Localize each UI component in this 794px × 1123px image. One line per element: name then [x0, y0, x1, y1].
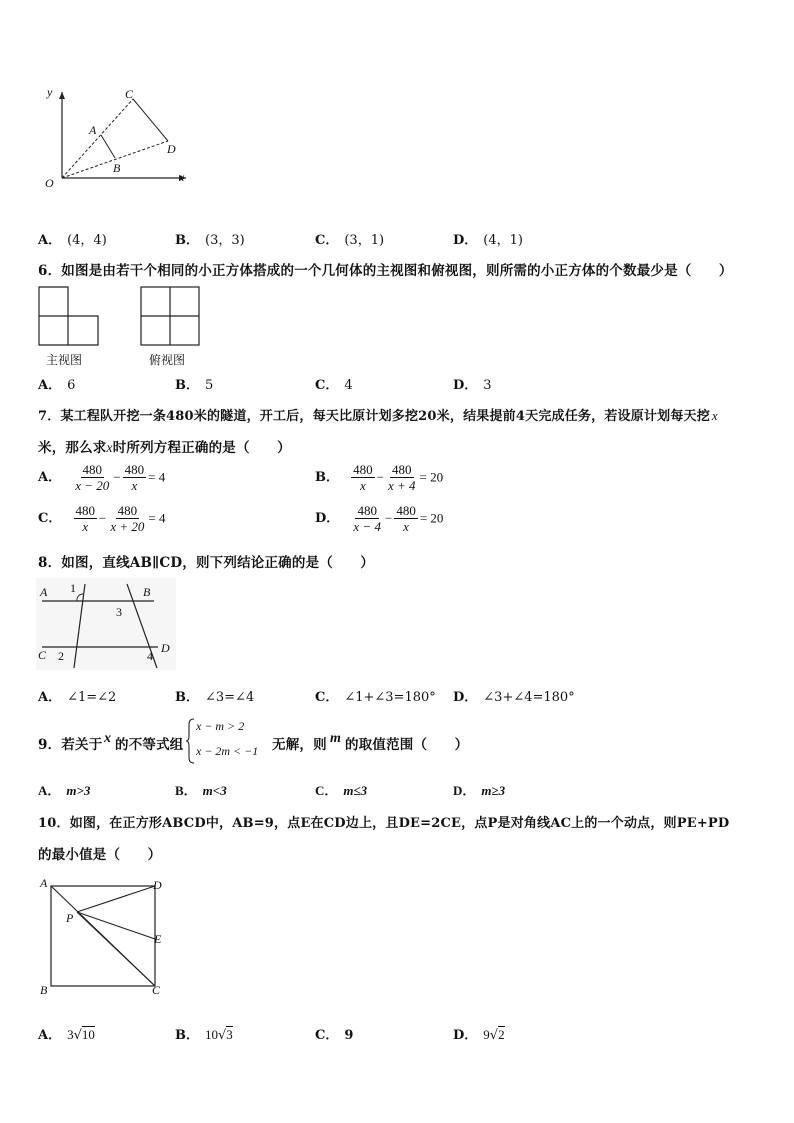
option-text: m≥3	[481, 783, 506, 798]
q8-option-a[interactable]	[38, 686, 116, 705]
q10-option-b[interactable]	[175, 1024, 233, 1043]
q7-var-x: x	[711, 408, 718, 423]
q10-label-d: D	[153, 878, 162, 892]
coefficient: 3	[67, 1027, 74, 1042]
option-label: B．	[175, 1028, 199, 1043]
q5-label-d: D	[167, 142, 176, 156]
q5-figure-svg	[36, 86, 196, 196]
q9-stem-c: 无解，则	[272, 737, 327, 753]
q7-option-d[interactable]	[315, 503, 443, 534]
rhs: = 4	[148, 510, 166, 526]
q10-stem-line2: 的最小值是（ ）	[38, 847, 162, 863]
option-label: C．	[315, 1028, 339, 1043]
q9-option-d[interactable]	[453, 780, 505, 799]
q8-label-d: D	[161, 641, 170, 655]
sqrt-icon: √	[218, 1028, 227, 1043]
q6-option-a[interactable]	[38, 374, 75, 393]
q6-front-caption: 主视图	[46, 353, 83, 367]
numerator: 480	[396, 503, 416, 518]
brace-svg	[186, 718, 196, 764]
q8-label-a: A	[40, 585, 48, 599]
q6-option-c[interactable]	[315, 374, 353, 393]
segment-pe	[77, 912, 155, 939]
q9-stem-b: 的不等式组	[115, 737, 184, 753]
rhs: = 4	[148, 469, 166, 485]
q8-angle-3: 3	[116, 605, 122, 619]
q9-inequality-1: x − m > 2	[196, 719, 245, 733]
denominator: x + 20	[110, 519, 145, 534]
q6-option-b[interactable]	[175, 374, 213, 393]
q10-option-a[interactable]	[38, 1024, 95, 1043]
q8-figure-svg	[36, 578, 176, 670]
option-label: D．	[453, 690, 478, 705]
q10-option-c[interactable]	[315, 1024, 353, 1043]
figure-background	[36, 578, 176, 670]
q5-option-d[interactable]	[453, 229, 523, 248]
q9-option-b[interactable]	[175, 780, 227, 799]
option-text: 9	[344, 1028, 354, 1043]
option-text: m≤3	[343, 783, 368, 798]
rhs: = 20	[419, 469, 444, 485]
q9-var-x: x	[104, 731, 111, 746]
option-label: C．	[315, 378, 339, 393]
operator: −	[99, 510, 107, 526]
option-label: D．	[453, 783, 476, 798]
q5-label-o: O	[45, 176, 54, 190]
numerator: 480	[117, 503, 138, 518]
numerator: 480	[75, 503, 95, 518]
q8-option-d[interactable]	[453, 686, 575, 705]
fraction	[73, 462, 111, 493]
option-label: A．	[38, 233, 62, 248]
coefficient: 9	[483, 1027, 490, 1042]
y-axis-arrow	[59, 92, 65, 99]
fraction	[386, 462, 418, 493]
q6-top-caption: 俯视图	[149, 353, 186, 367]
denominator: x	[360, 478, 366, 493]
option-text: ∠1+∠3=180°	[344, 690, 436, 705]
option-text: ∠1=∠2	[67, 690, 117, 705]
q8-figure	[36, 578, 176, 670]
q10-label-e: E	[154, 932, 162, 946]
option-label: D．	[315, 511, 340, 526]
fraction	[394, 503, 418, 534]
option-text: 5	[205, 378, 214, 393]
q5-label-a: A	[89, 123, 97, 137]
option-label: A．	[38, 783, 61, 798]
q8-option-b[interactable]	[175, 686, 254, 705]
q10-label-a: A	[40, 876, 48, 890]
option-label: B．	[315, 470, 339, 485]
rhs: = 20	[419, 510, 444, 526]
option-label: B．	[175, 378, 199, 393]
q7-stem-2b: 时所列方程正确的是（ ）	[112, 440, 291, 456]
q10-figure-svg	[36, 876, 168, 1000]
q5-option-c[interactable]	[315, 229, 384, 248]
q9-stem-a: 9．若关于	[38, 737, 103, 753]
option-label: C．	[38, 511, 62, 526]
denominator: x − 4	[353, 519, 381, 534]
numerator: 480	[82, 462, 102, 477]
option-label: C．	[315, 690, 339, 705]
q7-stem-line1	[38, 405, 718, 424]
top-view-svg	[140, 286, 202, 348]
sqrt-icon: √	[489, 1028, 499, 1043]
q7-stem-line2	[38, 436, 291, 456]
q10-label-c: C	[152, 983, 161, 997]
fraction	[74, 503, 98, 534]
q8-angle-2: 2	[58, 649, 64, 663]
q5-option-a[interactable]	[38, 229, 107, 248]
q9-stem-d: 的取值范围（ ）	[345, 737, 469, 753]
option-text: (3，1)	[344, 233, 385, 248]
radicand: 3	[226, 1027, 233, 1042]
q9-brace	[186, 718, 196, 768]
q7-option-a[interactable]	[38, 462, 165, 493]
q10-figure	[36, 876, 168, 1000]
denominator: x + 4	[387, 478, 416, 493]
denominator: x	[82, 519, 89, 534]
option-label: D．	[453, 378, 478, 393]
option-text: 6	[67, 378, 76, 393]
option-label: B．	[175, 783, 197, 798]
numerator: 480	[357, 503, 377, 518]
q5-label-c: C	[125, 87, 134, 101]
radicand: 10	[81, 1027, 95, 1042]
q6-option-d[interactable]	[453, 374, 492, 393]
option-text: 3	[483, 378, 492, 393]
q10-label-p: P	[66, 911, 74, 925]
q8-label-c: C	[38, 648, 47, 662]
denominator: x	[131, 478, 138, 493]
option-label: A．	[38, 1028, 62, 1043]
q8-stem: 8．如图，直线AB∥CD，则下列结论正确的是（ ）	[38, 555, 375, 571]
q9-inequality-2: x − 2m < −1	[196, 744, 259, 758]
fraction	[123, 462, 147, 493]
numerator: 480	[124, 462, 145, 477]
option-label: C．	[315, 233, 339, 248]
q5-label-y: y	[47, 85, 53, 99]
q9-var-m: m	[330, 731, 341, 746]
q8-option-c[interactable]	[315, 686, 436, 705]
numerator: 480	[392, 462, 412, 477]
option-label: D．	[453, 233, 478, 248]
option-label: C．	[315, 783, 338, 798]
option-text: (3，3)	[205, 233, 245, 248]
q10-stem-line1: 10．如图，在正方形ABCD中，AB=9，点E在CD边上，且DE=2CE，点P是对角线AC上的一个动点，则PE+PD	[38, 816, 730, 831]
operator: −	[113, 469, 121, 485]
segment-cd	[133, 99, 168, 141]
q9-option-c[interactable]	[315, 780, 367, 799]
option-label: A．	[38, 378, 62, 393]
q6-front-view	[38, 286, 100, 352]
front-view-svg	[38, 286, 100, 348]
operator: −	[376, 469, 384, 485]
q9-option-a[interactable]	[38, 780, 90, 799]
q8-label-b: B	[143, 585, 151, 599]
option-text: ∠3+∠4=180°	[483, 690, 575, 705]
option-label: B．	[175, 690, 199, 705]
q7-var-x2: x	[106, 440, 113, 455]
fraction	[351, 503, 383, 534]
q10-label-b: B	[40, 983, 48, 997]
q7-stem-text: 7．某工程队开挖一条480米的隧道，开工后，每天比原计划多挖20米，结果提前4天完成任务，若设原计划每天挖	[38, 409, 710, 424]
option-text: (4，1)	[483, 233, 523, 248]
fraction	[351, 462, 375, 493]
segment-ab	[101, 135, 115, 158]
q6-stem: 6．如图是由若干个相同的小正方体搭成的一个几何体的主视图和俯视图，则所需的小正方体的个数最少是（ ）	[38, 263, 733, 279]
option-text: ∠3=∠4	[205, 690, 255, 705]
q7-option-c[interactable]	[38, 503, 165, 534]
segment-pd	[77, 886, 155, 912]
q7-stem-2a: 米，那么求	[38, 440, 107, 456]
option-label: B．	[175, 233, 199, 248]
option-text: m<3	[202, 783, 227, 798]
denominator: x	[403, 519, 409, 534]
coefficient: 10	[205, 1027, 218, 1042]
operator: −	[384, 510, 393, 526]
numerator: 480	[353, 462, 373, 477]
q8-angle-4: 4	[147, 649, 153, 663]
q5-label-b: B	[113, 161, 121, 175]
segment-pc	[77, 912, 155, 986]
q5-figure	[36, 86, 196, 196]
option-label: A．	[38, 690, 62, 705]
option-label: A．	[38, 470, 62, 485]
option-text: (4，4)	[67, 233, 107, 248]
q5-option-b[interactable]	[175, 229, 245, 248]
q10-option-d[interactable]	[453, 1024, 505, 1043]
option-label: D．	[453, 1028, 478, 1043]
radicand: 2	[498, 1027, 505, 1042]
option-text: 4	[344, 378, 353, 393]
q6-top-view	[140, 286, 202, 352]
q7-option-b[interactable]	[315, 462, 443, 493]
q5-label-x: x	[179, 170, 185, 184]
fraction	[108, 503, 146, 534]
q8-angle-1: 1	[70, 581, 76, 595]
denominator: x − 20	[75, 478, 110, 493]
option-text: m>3	[66, 783, 91, 798]
sqrt-icon: √	[73, 1028, 82, 1043]
segment-oc	[62, 99, 133, 178]
